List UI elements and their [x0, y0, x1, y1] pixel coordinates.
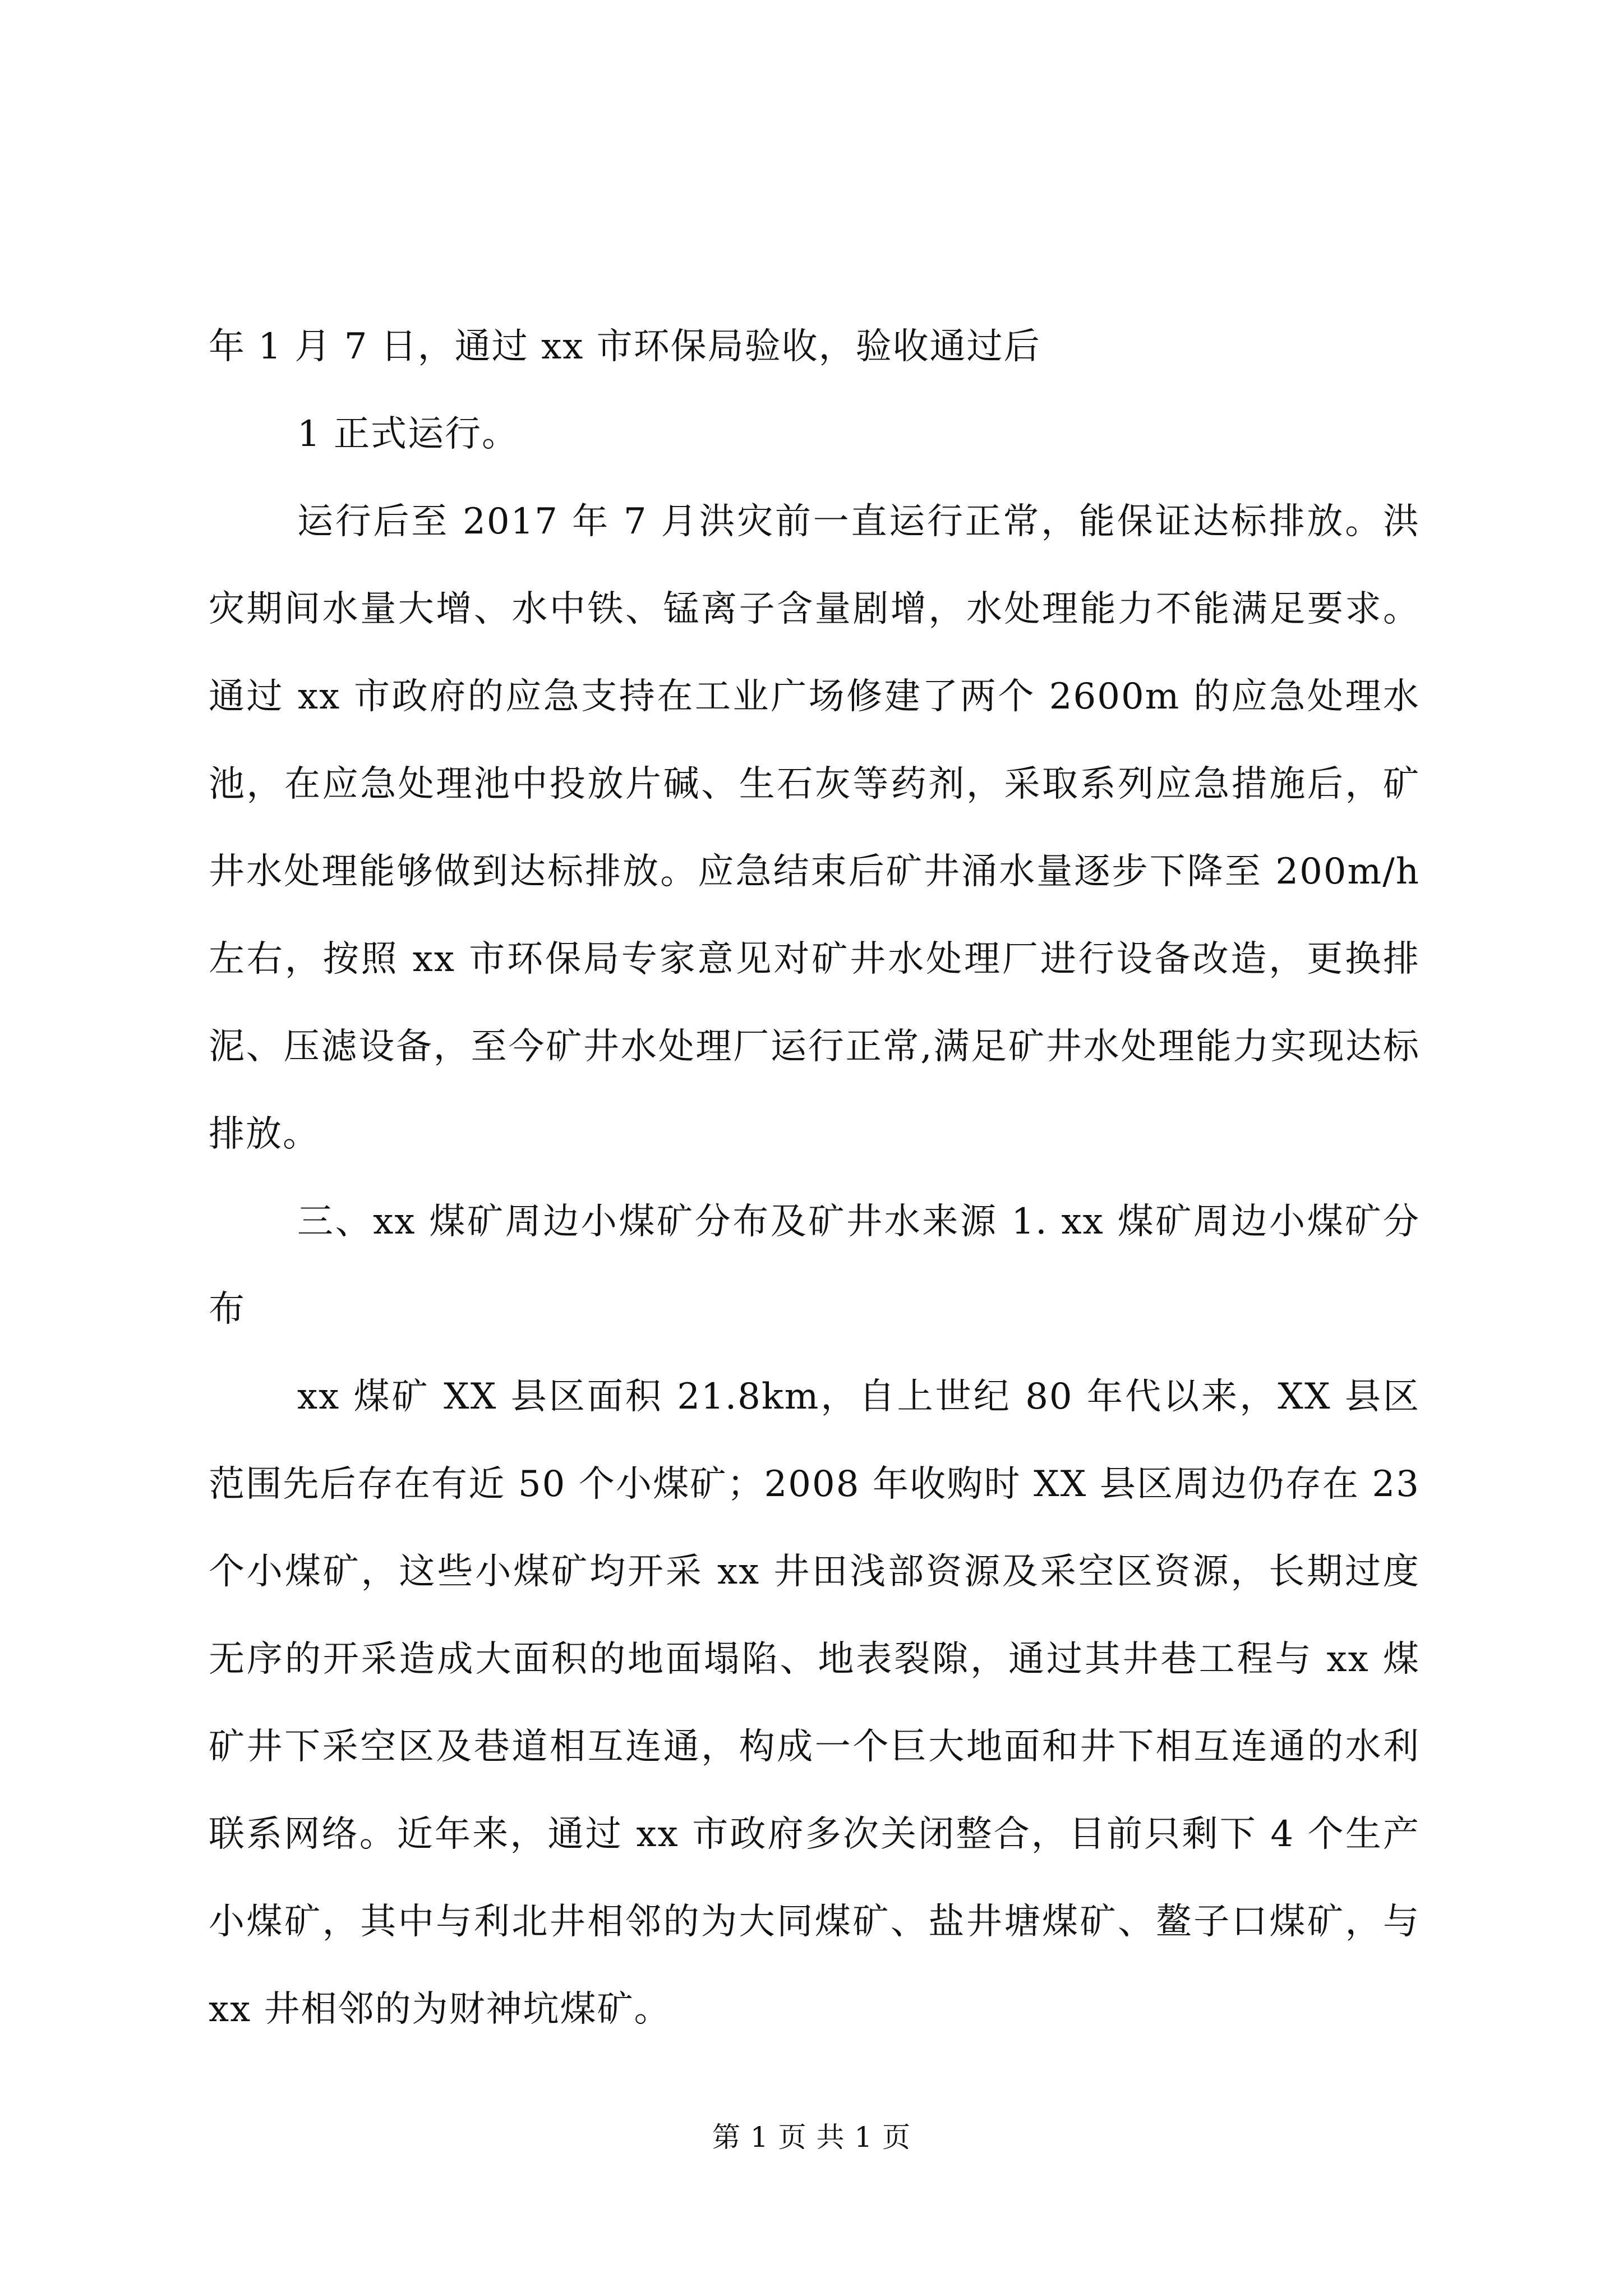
paragraph-2: 1 正式运行。 [297, 413, 519, 455]
paragraph-3: 运行后至 2017 年 7 月洪灾前一直运行正常，能保证达标排放。洪灾期间水量大增、水中铁、锰离子含量剧增，水处理能力不能满足要求。通过 xx 市政府的应急支持在工业广场修建了两个 2600m 的应急处理水池，在应急处理池中投放片碱、生石灰等药剂，采取系列应急措施后，矿井水处理能够做到达标排放。应急结束后矿井涌水量逐步下降至 200m/h 左右，按照 xx 市环保局专家意见对矿井水处理厂进行设备改造，更换排泥、压滤设备，至今矿井水处理厂运行正常,满足矿井水处理能力实现达标排放。 [209, 501, 1420, 1155]
paragraph-5: xx 煤矿 XX 县区面积 21.8km，自上世纪 80 年代以来，XX 县区范围先后存在有近 50 个小煤矿；2008 年收购时 XX 县区周边仍存在 23 个小煤矿，这些小煤矿均开采 xx 井田浅部资源及采空区资源，长期过度无序的开采造成大面积的地面塌陷、地表裂隙，通过其井巷工程与 xx 煤矿井下采空区及巷道相互连通，构成一个巨大地面和井下相互连通的水利联系网络。近年来，通过 xx 市政府多次关闭整合，目前只剩下 4 个生产小煤矿，其中与利北井相邻的为大同煤矿、盐井塘煤矿、鳌子口煤矿，与 xx 井相邻的为财神坑煤矿。 [209, 1376, 1420, 2030]
page-footer: 第 1 页 共 1 页 [712, 2121, 911, 2154]
paragraph-4: 三、xx 煤矿周边小煤矿分布及矿井水来源 1. xx 煤矿周边小煤矿分布 [209, 1201, 1420, 1330]
document-body [209, 303, 1420, 2053]
paragraph-1: 年 1 月 7 日，通过 xx 市环保局验收，验收通过后 [209, 326, 1041, 367]
